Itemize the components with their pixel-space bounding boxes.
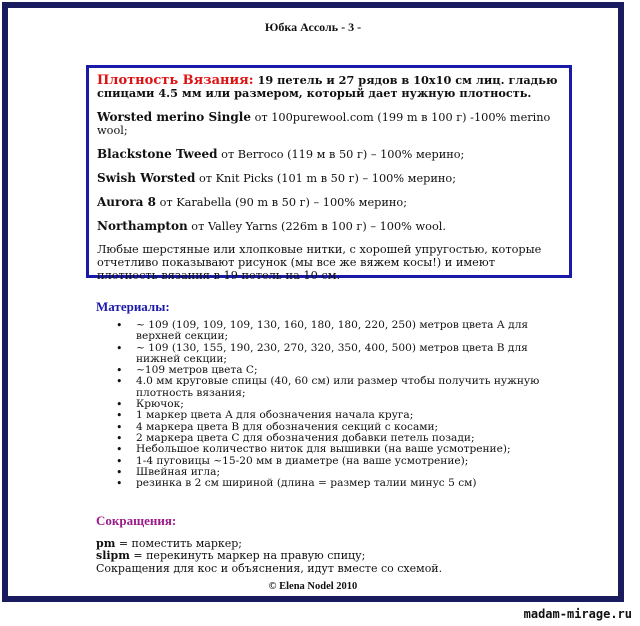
gauge-note: Любые шерстяные или хлопковые нитки, с хорошей упругостью, которые отчетливо показывают рисунок (мы все же вяжем косы!) и имеют плотность вязания в 19 петель на 10 см. bbox=[97, 243, 542, 282]
copyright: © Elena Nodel 2010 bbox=[268, 581, 358, 592]
yarn-detail: от Karabella (90 m в 50 г) – 100% мерино; bbox=[159, 196, 408, 209]
list-item: • ~ 109 (130, 155, 190, 230, 270, 320, 350, 400, 500) метров цвета B для нижней секции; bbox=[102, 343, 562, 366]
list-item: • ~109 метров цвета С; bbox=[102, 365, 562, 376]
yarn-item bbox=[97, 196, 559, 209]
abbreviation-term: pm bbox=[96, 537, 116, 550]
yarn-item bbox=[97, 111, 559, 137]
yarn-item bbox=[97, 220, 559, 233]
abbreviation-term: slipm bbox=[96, 549, 130, 563]
materials-list bbox=[102, 320, 562, 489]
yarn-detail: от 100purewool.com (199 m в 100 г) -100% merino wool; bbox=[97, 111, 551, 137]
abbreviation-definition: = поместить маркер; bbox=[115, 537, 243, 550]
list-item: • 1 маркер цвета A для обозначения начала круга; bbox=[102, 410, 562, 421]
page-frame bbox=[2, 2, 624, 602]
gauge-label: Плотность Вязания: bbox=[97, 73, 254, 88]
yarn-name: Northampton bbox=[97, 219, 188, 233]
abbreviations-note: Сокращения для кос и объяснения, идут вместе со схемой. bbox=[96, 561, 443, 575]
abbreviation-item bbox=[96, 550, 566, 562]
yarn-name: Swish Worsted bbox=[97, 171, 196, 185]
site-watermark: madam-mirage.ru bbox=[523, 607, 632, 621]
yarn-detail: от Valley Yarns (226m в 100 г) – 100% wool. bbox=[191, 220, 446, 233]
gauge-text: 19 петель и 27 рядов в 10x10 см лиц. гладью спицами 4.5 мм или размером, который дает нужную плотность. bbox=[97, 73, 558, 100]
list-item: • Крючок; bbox=[102, 399, 562, 410]
list-item: • 4.0 мм круговые спицы (40, 60 см) или размер чтобы получить нужную плотность вязания; bbox=[102, 376, 562, 399]
page-title: Юбка Ассоль - 3 - bbox=[264, 20, 362, 34]
gauge-heading bbox=[97, 74, 559, 100]
materials-heading: Материалы: bbox=[96, 299, 170, 314]
yarn-detail: от Berroco (119 м в 50 г) – 100% мерино; bbox=[221, 148, 465, 161]
abbreviations-block bbox=[96, 538, 566, 575]
yarn-name: Worsted merino Single bbox=[97, 110, 251, 124]
list-item: • 1-4 пуговицы ~15-20 мм в диаметре (на ваше усмотрение); bbox=[102, 456, 562, 467]
yarn-name: Aurora 8 bbox=[97, 195, 156, 209]
list-item: • резинка в 2 см шириной (длина = размер талии минус 5 см) bbox=[102, 478, 562, 489]
abbreviation-definition: = перекинуть маркер на правую спицу; bbox=[129, 549, 366, 563]
yarn-item bbox=[97, 148, 559, 161]
list-item: • 2 маркера цвета С для обозначения добавки петель позади; bbox=[102, 433, 562, 444]
gauge-box bbox=[86, 65, 572, 282]
yarn-item bbox=[97, 172, 559, 185]
list-item: • Небольшое количество ниток для вышивки (на ваше усмотрение); bbox=[102, 444, 562, 455]
list-item: • ~ 109 (109, 109, 109, 130, 160, 180, 180, 220, 250) метров цвета А для верхней секции; bbox=[102, 320, 562, 343]
abbreviations-heading: Сокращения: bbox=[96, 513, 177, 528]
yarn-detail: от Knit Picks (101 m в 50 г) – 100% мерино; bbox=[198, 172, 457, 185]
list-item: • Швейная игла; bbox=[102, 467, 562, 478]
yarn-name: Blackstone Tweed bbox=[97, 147, 218, 161]
list-item: • 4 маркера цвета B для обозначения секций с косами; bbox=[102, 422, 562, 433]
